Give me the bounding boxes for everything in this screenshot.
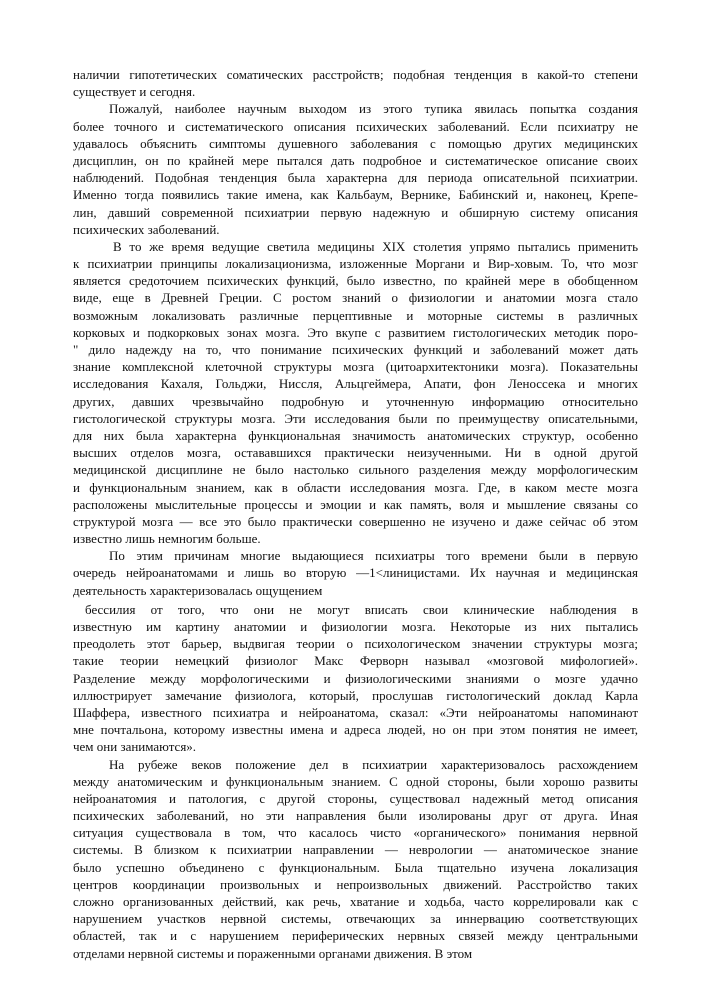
text-line: Именно тогда появились такие имена, как Кальбаум, Вернике, Бабинский и, наконец, Крепе- xyxy=(73,187,638,203)
text-line: более точного и систематического описания психических заболеваний. Если психиатру не xyxy=(73,118,638,134)
text-line: и функциональным знанием, как в области исследования мозга. Где, в каком месте мозга xyxy=(73,479,638,495)
text-line: других, давших чрезвычайно подробную и уточненную информацию относительно xyxy=(73,393,638,409)
paragraph-5 xyxy=(73,601,638,756)
text-line: областей, так и с нарушением периферических нервных связей между центральными xyxy=(73,928,638,944)
paragraph-1 xyxy=(73,66,638,100)
text-line: такие теории немецкий физиолог Макс Ферворн называл «мозговой мифологией». xyxy=(73,653,638,669)
text-line: виде, еще в Древней Греции. С ростом знаний о физиологии и анатомии мозга стало xyxy=(73,290,638,306)
text-line: нарушением участков нервной системы, отвечающих за иннервацию соответствующих xyxy=(73,911,638,927)
text-line: было успешно объединено с функциональным. Была тщательно изучена локализация xyxy=(73,859,638,875)
text-line: " дило надежду на то, что понимание психических функций и заболеваний может дать xyxy=(73,342,638,357)
text-line: является средоточием психических функций, было известно, по крайней мере в обобщенном xyxy=(73,273,638,289)
text-line: существует и сегодня. xyxy=(73,84,196,100)
paragraph-3 xyxy=(73,238,638,547)
text-line: медицинской дисциплине не было настолько сильного разделения между морфологическим xyxy=(73,462,638,478)
text-line: возможным локализовать различные перцептивные и моторные системы в различных xyxy=(73,307,638,323)
text-line: преодолеть этот барьер, выдвигая теории о психологическом значении структуры мозга; xyxy=(73,636,638,652)
text-line: знание комплексной клеточной структуры мозга (цитоархитектоники мозга). Показательны xyxy=(73,359,638,375)
text-line: психических заболеваний. xyxy=(73,221,220,237)
paragraph-4 xyxy=(73,547,638,599)
text-line: исследования Кахаля, Гольджи, Ниссля, Альцгеймера, Апати, фон Леноссека и многих xyxy=(73,376,638,392)
text-line: иллюстрирует замечание физиолога, который, прослушав гистологический доклад Карла xyxy=(73,687,638,703)
text-line: расположены мыслительные процессы и эмоции и как память, воля и мышление связаны со xyxy=(73,496,638,512)
text-line: дисциплин, он по крайней мере пытался дать подробное и систематическое описание своих xyxy=(73,152,638,168)
text-line: На рубеже веков положение дел в психиатрии характеризовалось расхождением xyxy=(109,756,638,772)
text-line: ситуация существовала в том, что касалось чисто «органического» понимания нервной xyxy=(73,825,638,841)
text-line: психических заболеваний, но эти направления были изолированы друг от друга. Иная xyxy=(73,808,638,824)
text-line: деятельность характеризовалась ощущением xyxy=(73,582,323,598)
text-line: высших отделов мозга, остававшихся практически неизученными. Ни в одной другой xyxy=(73,445,638,461)
text-line: гистологической структуры мозга. Эти исследования были по преимуществу описательными, xyxy=(73,410,638,426)
text-line: мне почтальона, которому известны имена и адреса людей, но он при этом понятия не имеет, xyxy=(73,722,638,738)
document-page xyxy=(73,66,638,962)
text-line: к психиатрии принципы локализационизма, изложенные Моргани и Вир-ховым. То, что мозг xyxy=(73,256,638,272)
text-line: удавалось объяснить симптомы душевного заболевания с помощью других медицинских xyxy=(73,135,638,151)
text-line: между анатомическим и функциональным знанием. С одной стороны, были хорошо развиты xyxy=(73,773,638,789)
text-line: бессилия от того, что они не могут вписать свои клинические наблюдения в xyxy=(85,601,638,617)
text-line: Разделение между морфологическими и физиологическими знаниями о мозге удачно xyxy=(73,670,638,686)
text-line: Пожалуй, наиболее научным выходом из этого тупика явилась попытка создания xyxy=(109,101,638,117)
text-line: По этим причинам многие выдающиеся психиатры того времени были в первую xyxy=(109,548,638,564)
text-line: наличии гипотетических соматических расстройств; подобная тенденция в какой-то степени xyxy=(73,67,638,82)
text-line: структурой мозга — все это было практически совершенно не изучено и даже сейчас об этом xyxy=(73,513,638,529)
text-line: корковых и подкорковых зонах мозга. Это вкупе с развитием гистологических методик поро- xyxy=(73,324,638,340)
text-line: наблюдений. Подобная тенденция была характерна для периода описательной психиатрии. xyxy=(73,170,638,186)
text-line: известную им картину анатомии и физиологии мозга. Некоторые из них пытались xyxy=(73,619,638,634)
text-line: для них была характерна функциональная значимость анатомических структур, особенно xyxy=(73,427,638,443)
text-line: Шаффера, известного психиатра и нейроанатома, сказал: «Эти нейроанатомы напоминают xyxy=(73,704,638,720)
text-line: сложно организованных действий, как речь, хватание и ходьба, часто коррелировали как с xyxy=(73,894,638,909)
text-line: центров координации произвольных и непроизвольных движений. Расстройство таких xyxy=(73,876,638,892)
text-line: чем они занимаются». xyxy=(73,739,197,755)
text-line: лин, давший современной психиатрии первую надежную и обширную систему описания xyxy=(73,204,638,220)
text-line: В то же время ведущие светила медицины XIX столетия упрямо пытались применить xyxy=(113,238,638,254)
text-line: очередь нейроанатомами и лишь во вторую —1<линицистами. Их научная и медицинская xyxy=(73,565,638,581)
paragraph-2 xyxy=(73,100,638,238)
paragraph-6 xyxy=(73,756,638,962)
text-line: известно лишь немногим больше. xyxy=(73,531,261,547)
text-line: системы. В близком к психиатрии направлении — неврологии — анатомическое знание xyxy=(73,842,638,858)
text-line: нейроанатомия и патология, с другой стороны, существовал надежный метод описания xyxy=(73,790,638,806)
text-line: отделами нервной системы и пораженными органами движения. В этом xyxy=(73,945,473,961)
